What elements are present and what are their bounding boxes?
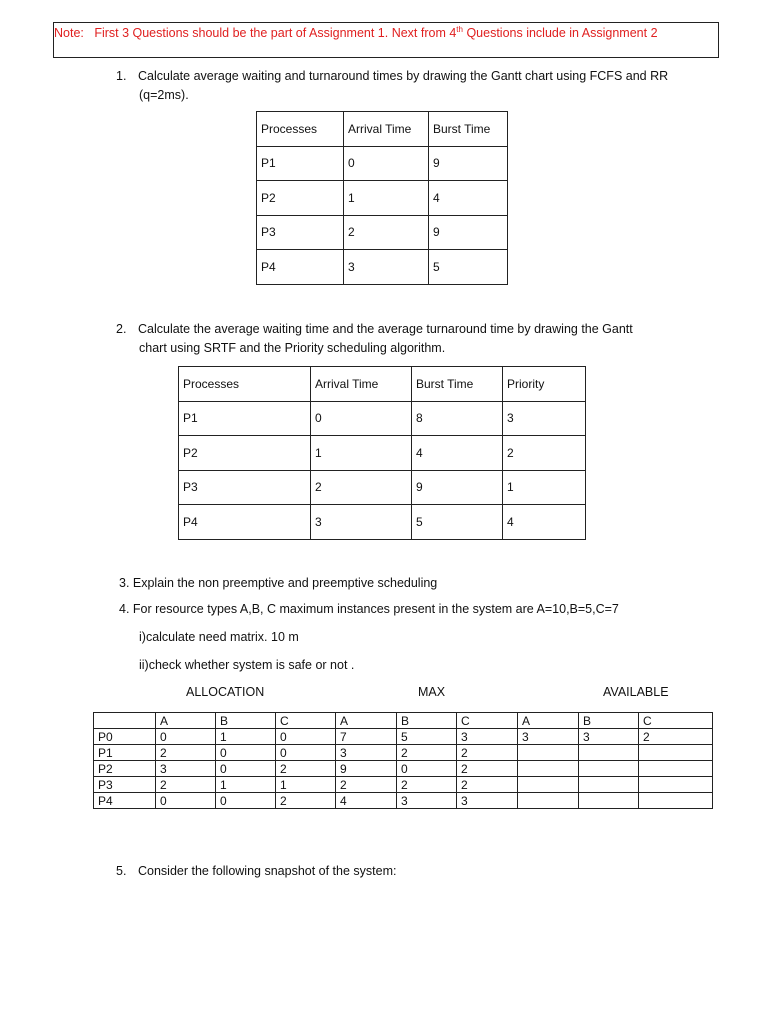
table-cell: 4	[429, 181, 508, 216]
table-cell: 4	[412, 436, 503, 471]
table-cell: 2	[311, 470, 412, 505]
table-header-row	[257, 112, 508, 147]
table-cell	[579, 777, 639, 793]
table-header: A	[156, 713, 216, 729]
q5-line: Consider the following snapshot of the system:	[138, 864, 397, 878]
table-cell: 0	[156, 793, 216, 809]
table-row	[179, 505, 586, 540]
q3-text: 3. Explain the non preemptive and preemptive scheduling	[119, 576, 438, 590]
group-label-allocation: ALLOCATION	[186, 685, 265, 699]
table-cell: P2	[94, 761, 156, 777]
table-header: B	[216, 713, 276, 729]
table-header: Arrival Time	[344, 112, 429, 147]
table-cell: 2	[457, 745, 518, 761]
table-row	[257, 215, 508, 250]
table-cell: 0	[397, 761, 457, 777]
table-cell: P4	[257, 250, 344, 285]
table-cell: 2	[397, 745, 457, 761]
q1-line2: (q=2ms).	[139, 88, 189, 102]
table-cell: 1	[216, 729, 276, 745]
table-header	[94, 713, 156, 729]
q2-text	[116, 322, 633, 336]
table-cell	[518, 761, 579, 777]
table-cell: P1	[179, 401, 311, 436]
table-cell: 2	[344, 215, 429, 250]
q2-line2: chart using SRTF and the Priority scheduling algorithm.	[139, 341, 446, 355]
table-header: Burst Time	[412, 367, 503, 402]
table-header: Processes	[179, 367, 311, 402]
table-header: Processes	[257, 112, 344, 147]
group-label-max: MAX	[418, 685, 446, 699]
table-row	[179, 436, 586, 471]
table-cell: 2	[156, 777, 216, 793]
bankers-table	[93, 712, 713, 809]
table-header: B	[397, 713, 457, 729]
table-cell: 2	[639, 729, 713, 745]
table-cell: 0	[276, 729, 336, 745]
table-cell: 3	[344, 250, 429, 285]
table-row	[179, 470, 586, 505]
table-cell: P4	[94, 793, 156, 809]
table-cell: 3	[397, 793, 457, 809]
table-row	[94, 793, 713, 809]
table-cell: P2	[257, 181, 344, 216]
table-cell: P3	[179, 470, 311, 505]
assignment-note	[53, 22, 719, 58]
table-cell: 2	[457, 761, 518, 777]
note-text-b: Questions include in Assignment 2	[462, 26, 658, 41]
q1-line1: Calculate average waiting and turnaround times by drawing the Gantt chart using FCFS and RR	[138, 69, 669, 83]
table-header: C	[457, 713, 518, 729]
table-header: C	[639, 713, 713, 729]
table-header: Priority	[503, 367, 586, 402]
table-cell: 5	[412, 505, 503, 540]
note-sup: th	[456, 25, 463, 34]
table-cell: 4	[503, 505, 586, 540]
table-cell: 9	[412, 470, 503, 505]
table-cell	[639, 761, 713, 777]
table-header: A	[336, 713, 397, 729]
table-header: B	[579, 713, 639, 729]
table-cell	[639, 777, 713, 793]
table-row	[94, 729, 713, 745]
table-row	[179, 401, 586, 436]
table-cell	[639, 793, 713, 809]
table-cell: 4	[336, 793, 397, 809]
table-cell: 3	[457, 729, 518, 745]
q4-text: 4. For resource types A,B, C maximum instances present in the system are A=10,B=5,C=7	[119, 602, 619, 616]
table-cell: 1	[311, 436, 412, 471]
table-cell: 2	[397, 777, 457, 793]
table-cell: 1	[503, 470, 586, 505]
table-cell: 8	[412, 401, 503, 436]
table-row	[94, 761, 713, 777]
q4-part1: i)calculate need matrix. 10 m	[139, 630, 299, 644]
table-cell: 3	[503, 401, 586, 436]
table-header: C	[276, 713, 336, 729]
table-cell: 9	[429, 215, 508, 250]
table-cell: 3	[311, 505, 412, 540]
table-cell: 5	[429, 250, 508, 285]
table-cell	[579, 745, 639, 761]
table-cell	[518, 745, 579, 761]
table-cell: 2	[503, 436, 586, 471]
table-cell: 0	[276, 745, 336, 761]
table-cell: 9	[429, 146, 508, 181]
table-cell	[518, 777, 579, 793]
table-cell: 3	[518, 729, 579, 745]
table-row	[257, 250, 508, 285]
table-cell: P0	[94, 729, 156, 745]
table-cell: 0	[216, 745, 276, 761]
table-cell: 2	[336, 777, 397, 793]
note-text-a: First 3 Questions should be the part of Assignment 1. Next from 4	[94, 26, 457, 41]
q5-number: 5.	[116, 864, 127, 878]
table-cell: P1	[257, 146, 344, 181]
table-cell: 3	[457, 793, 518, 809]
table-cell	[518, 793, 579, 809]
table-cell: 1	[216, 777, 276, 793]
table-header: Burst Time	[429, 112, 508, 147]
table-cell: 0	[344, 146, 429, 181]
table-cell: 7	[336, 729, 397, 745]
table-cell: 3	[579, 729, 639, 745]
q2-table	[178, 366, 586, 540]
table-row	[257, 181, 508, 216]
note-prefix: Note:	[54, 26, 84, 41]
table-cell: P3	[94, 777, 156, 793]
table-cell: 0	[216, 761, 276, 777]
table-cell: 1	[344, 181, 429, 216]
q1-table	[256, 111, 508, 285]
table-cell	[639, 745, 713, 761]
table-cell: 0	[156, 729, 216, 745]
q1-text	[116, 69, 668, 83]
table-cell: P2	[179, 436, 311, 471]
table-cell: 2	[457, 777, 518, 793]
table-cell: 2	[156, 745, 216, 761]
table-cell: P1	[94, 745, 156, 761]
table-cell: P4	[179, 505, 311, 540]
q1-number: 1.	[116, 69, 127, 83]
table-cell: 2	[276, 793, 336, 809]
table-cell: 3	[336, 745, 397, 761]
table-cell: P3	[257, 215, 344, 250]
table-cell: 0	[216, 793, 276, 809]
q5-text	[116, 864, 396, 878]
table-cell	[579, 761, 639, 777]
group-label-available: AVAILABLE	[603, 685, 669, 699]
table-cell: 2	[276, 761, 336, 777]
q2-number: 2.	[116, 322, 127, 336]
table-cell: 3	[156, 761, 216, 777]
table-cell: 9	[336, 761, 397, 777]
table-row	[257, 146, 508, 181]
table-cell: 0	[311, 401, 412, 436]
table-cell	[579, 793, 639, 809]
table-cell: 5	[397, 729, 457, 745]
q2-line1: Calculate the average waiting time and the average turnaround time by drawing the Gantt	[138, 322, 633, 336]
q4-part2: ii)check whether system is safe or not .	[139, 658, 355, 672]
table-header-row	[179, 367, 586, 402]
table-header: A	[518, 713, 579, 729]
table-row	[94, 777, 713, 793]
table-header-row	[94, 713, 713, 729]
table-cell: 1	[276, 777, 336, 793]
table-header: Arrival Time	[311, 367, 412, 402]
table-row	[94, 745, 713, 761]
